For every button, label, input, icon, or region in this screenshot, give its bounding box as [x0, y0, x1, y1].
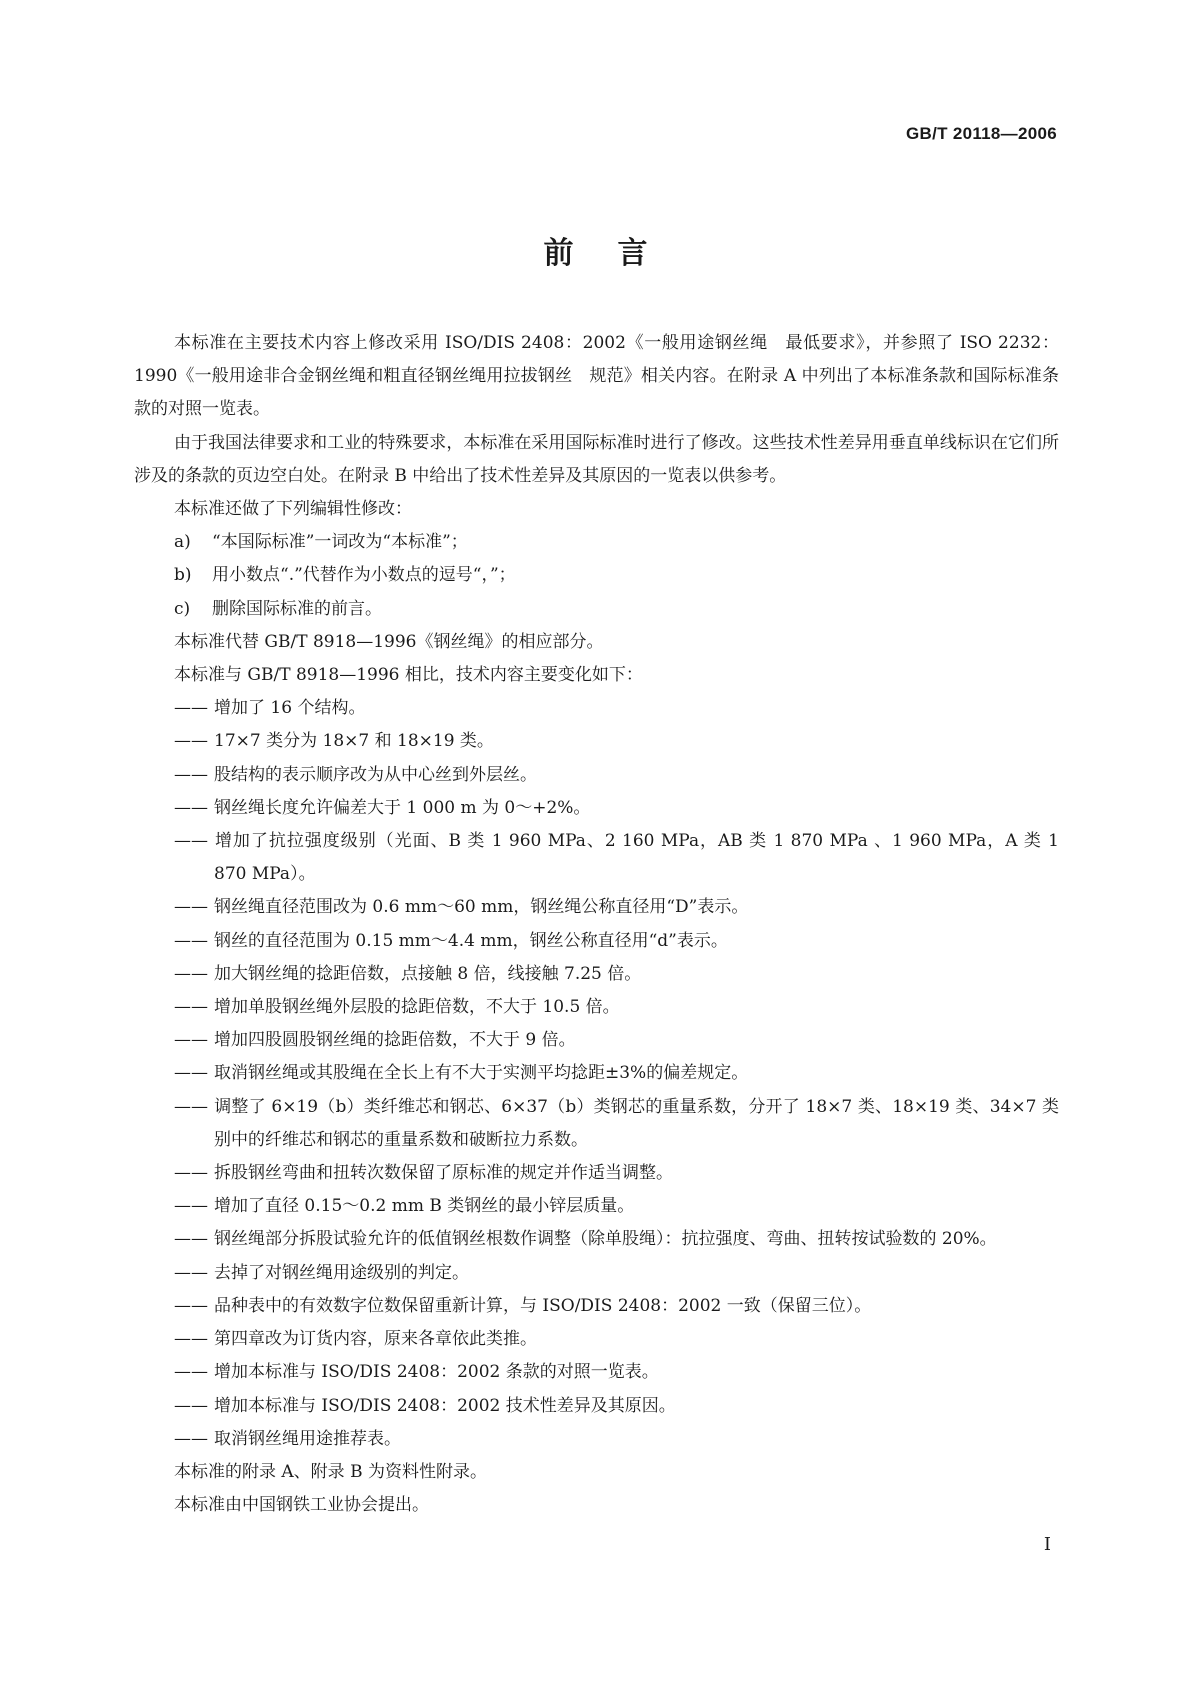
dash-marker: ——	[174, 997, 208, 1018]
dash-marker: ——	[174, 1295, 208, 1316]
dash-marker: ——	[174, 797, 208, 818]
change-text: 取消钢丝绳或其股绳在全长上有不大于实测平均捻距±3%的偏差规定。	[214, 1063, 749, 1084]
dash-marker: ——	[174, 1030, 208, 1051]
change-text: 钢丝绳直径范围改为 0.6 mm～60 mm，钢丝绳公称直径用“D”表示。	[214, 897, 749, 918]
dash-marker: ——	[174, 1196, 208, 1217]
change-text: 第四章改为订货内容，原来各章依此类推。	[214, 1329, 537, 1350]
dash-marker: ——	[174, 897, 208, 918]
dash-marker: ——	[174, 764, 208, 785]
change-item	[134, 958, 1059, 991]
dash-marker: ——	[174, 1063, 208, 1084]
dash-marker: ——	[174, 1096, 208, 1117]
change-text: 股结构的表示顺序改为从中心丝到外层丝。	[214, 764, 537, 785]
change-text: 加大钢丝绳的捻距倍数，点接触 8 倍，线接触 7.25 倍。	[214, 963, 642, 984]
paragraph: 本标准与 GB/T 8918—1996 相比，技术内容主要变化如下：	[174, 665, 643, 686]
change-text: 增加四股圆股钢丝绳的捻距倍数，不大于 9 倍。	[214, 1030, 576, 1051]
change-item	[134, 825, 1059, 891]
dash-marker: ——	[174, 963, 208, 984]
page-title: 前言	[543, 236, 692, 271]
change-item	[134, 725, 1059, 758]
change-text: 拆股钢丝弯曲和扭转次数保留了原标准的规定并作适当调整。	[214, 1163, 673, 1184]
list-item	[134, 593, 1059, 626]
change-text: 增加了直径 0.15～0.2 mm B 类钢丝的最小锌层质量。	[214, 1196, 635, 1217]
change-text: 取消钢丝绳用途推荐表。	[214, 1428, 401, 1449]
change-text: 增加单股钢丝绳外层股的捻距倍数，不大于 10.5 倍。	[214, 997, 620, 1018]
list-marker: b)	[174, 565, 192, 586]
change-item	[134, 1091, 1059, 1157]
dash-marker: ——	[174, 1428, 208, 1449]
dash-marker: ——	[174, 731, 208, 752]
change-text: 增加了抗拉强度级别（光面、B 类 1 960 MPa、2 160 MPa，AB 类 1 870 MPa 、1 960 MPa，A 类 1 870 MPa）。	[214, 831, 1059, 885]
list-item-text: “本国际标准”一词改为“本标准”；	[212, 532, 468, 553]
change-item	[134, 792, 1059, 825]
changes-list	[134, 692, 1059, 1456]
change-text: 增加本标准与 ISO/DIS 2408：2002 技术性差异及其原因。	[214, 1395, 676, 1416]
paragraph: 本标准还做了下列编辑性修改：	[174, 499, 412, 520]
change-item	[134, 925, 1059, 958]
list-marker: c)	[174, 598, 191, 619]
paragraph: 本标准由中国钢铁工业协会提出。	[174, 1495, 429, 1516]
change-item	[134, 1257, 1059, 1290]
list-item	[134, 526, 1059, 559]
change-item	[134, 1223, 1059, 1256]
replacement-section	[134, 626, 1059, 692]
paragraph: 本标准的附录 A、附录 B 为资料性附录。	[174, 1461, 487, 1482]
list-item	[134, 559, 1059, 592]
page-number: I	[1043, 1534, 1051, 1555]
dash-marker: ——	[174, 930, 208, 951]
change-item	[134, 692, 1059, 725]
paragraph: 本标准在主要技术内容上修改采用 ISO/DIS 2408：2002《一般用途钢丝绳 最低要求》，并参照了 ISO 2232：1990《一般用途非合金钢丝绳和粗直径钢丝绳用拉拔钢丝 规范》相关内容。在附录 A 中列出了本标准条款和国际标准条款的对照一览表。	[134, 333, 1059, 420]
dash-marker: ——	[174, 1329, 208, 1350]
change-item	[134, 1423, 1059, 1456]
dash-marker: ——	[174, 1229, 208, 1250]
intro-section	[134, 327, 1059, 526]
change-text: 17×7 类分为 18×7 和 18×19 类。	[214, 731, 494, 752]
change-text: 钢丝的直径范围为 0.15 mm～4.4 mm，钢丝公称直径用“d”表示。	[214, 930, 728, 951]
dash-marker: ——	[174, 698, 208, 719]
dash-marker: ——	[174, 1163, 208, 1184]
standard-number: GB/T 20118—2006	[906, 124, 1057, 143]
dash-marker: ——	[174, 1262, 208, 1283]
list-item-text: 删除国际标准的前言。	[212, 598, 382, 619]
change-text: 调整了 6×19（b）类纤维芯和钢芯、6×37（b）类钢芯的重量系数，分开了 18×7 类、18×19 类、34×7 类别中的纤维芯和钢芯的重量系数和破断拉力系数。	[214, 1096, 1059, 1150]
list-marker: a)	[174, 532, 191, 553]
dash-marker: ——	[174, 1395, 208, 1416]
change-item	[134, 1057, 1059, 1090]
change-item	[134, 759, 1059, 792]
list-item-text: 用小数点“.”代替作为小数点的逗号“，”；	[212, 565, 516, 586]
change-item	[134, 1190, 1059, 1223]
change-item	[134, 1356, 1059, 1389]
change-item	[134, 991, 1059, 1024]
change-item	[134, 1157, 1059, 1190]
change-text: 增加了 16 个结构。	[214, 698, 366, 719]
change-text: 钢丝绳部分拆股试验允许的低值钢丝根数作调整（除单股绳）：抗拉强度、弯曲、扭转按试验数的 20%。	[214, 1229, 997, 1250]
change-item	[134, 1290, 1059, 1323]
dash-marker: ——	[174, 831, 208, 852]
editorial-changes-list	[134, 526, 1059, 626]
change-text: 钢丝绳长度允许偏差大于 1 000 m 为 0～+2%。	[214, 797, 591, 818]
paragraph: 由于我国法律要求和工业的特殊要求，本标准在采用国际标准时进行了修改。这些技术性差异用垂直单线标识在它们所涉及的条款的页边空白处。在附录 B 中给出了技术性差异及其原因的一览表以供参考。	[134, 432, 1059, 486]
change-item	[134, 1390, 1059, 1423]
change-item	[134, 1024, 1059, 1057]
closing-section	[134, 1456, 1059, 1522]
change-text: 品种表中的有效数字位数保留重新计算，与 ISO/DIS 2408：2002 一致（保留三位）。	[214, 1295, 872, 1316]
change-text: 去掉了对钢丝绳用途级别的判定。	[214, 1262, 469, 1283]
change-text: 增加本标准与 ISO/DIS 2408：2002 条款的对照一览表。	[214, 1362, 659, 1383]
paragraph: 本标准代替 GB/T 8918—1996《钢丝绳》的相应部分。	[174, 631, 604, 652]
change-item	[134, 891, 1059, 924]
change-item	[134, 1323, 1059, 1356]
dash-marker: ——	[174, 1362, 208, 1383]
document-body	[134, 327, 1059, 1522]
